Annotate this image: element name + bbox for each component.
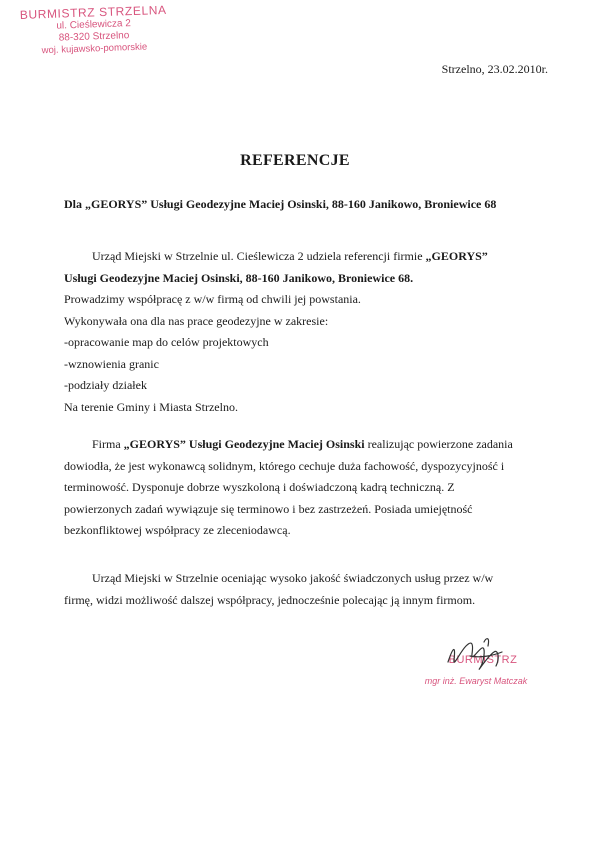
paragraph-2 [64,434,534,542]
p2-line-1-bold: „GEORYS” Usługi Geodezyjne Maciej Osinski [123,437,365,451]
list-item: -podziały działek [64,378,147,392]
signature-stamp-name: mgr inż. Ewaryst Matczak [424,676,528,686]
stamp-line-3: 88-320 Strzelno [58,30,130,44]
p3-line-2: firmę, widzi możliwość dalszej współpracy, jednocześnie polecając ją innym firmom. [64,592,476,607]
p2-line-2: dowiodła, że jest wykonawcą solidnym, którego cechuje duża fachowość, dyspozycyjność i [64,458,505,473]
p1-line-1 [64,246,534,268]
p1-line-2 [64,268,534,290]
p1-line-last: Na terenie Gminy i Miasta Strzelno. [64,399,238,414]
list-item: -opracowanie map do celów projektowych [64,335,269,349]
p1-line-3: Prowadzimy współpracę z w/w firmą od chwili jej powstania. [64,292,361,306]
p2-line-4: powierzonych zadań wywiązuje się terminowo i bez zastrzeżeń. Posiada umiejętność [64,501,473,516]
stamp-line-2: ul. Cieślewicza 2 [56,18,132,32]
stamp-line-1: BURMISTRZ STRZELNA [19,2,167,22]
p1-line-4: Wykonywała ona dla nas prace geodezyjne w zakresie: [64,313,329,328]
p1-line-1-start: Urząd Miejski w Strzelnie ul. Cieślewicza 2 udziela referencji firmie [92,249,426,263]
stamp-line-4: woj. kujawsko-pomorskie [41,41,148,57]
p2-line-1 [64,434,534,456]
document-date: Strzelno, 23.02.2010r. [441,62,548,76]
recipient-line: Dla „GEORYS” Usługi Geodezyjne Maciej Osinski, 88-160 Janikowo, Broniewice 68 [64,197,497,211]
p3-line-1: Urząd Miejski w Strzelnie oceniając wysoko jakość świadczonych usług przez w/w [92,571,494,585]
p2-line-1-end: realizując powierzone zadania [364,437,513,451]
p1-line-2-bold: Usługi Geodezyjne Maciej Osinski, 88-160 Janikowo, Broniewice 68. [64,270,414,285]
issuer-stamp [18,3,170,58]
paragraph-3 [64,568,534,611]
signature-stamp-title: BURMISTRZ [448,654,518,666]
p2-line-3: terminowość. Dysponuje dobrze wyszkoloną i doświadczoną kadrą techniczną. Z [64,480,455,494]
paragraph-1 [64,246,534,418]
handwritten-signature [440,632,520,682]
p1-line-1-bold: „GEORYS” [425,249,488,263]
list-item: -wznowienia granic [64,356,159,371]
document-title: REFERENCJE [240,152,350,169]
p2-line-1-start: Firma [92,437,124,451]
p2-line-5: bezkonfliktowej współpracy ze zleceniodawcą. [64,523,291,537]
